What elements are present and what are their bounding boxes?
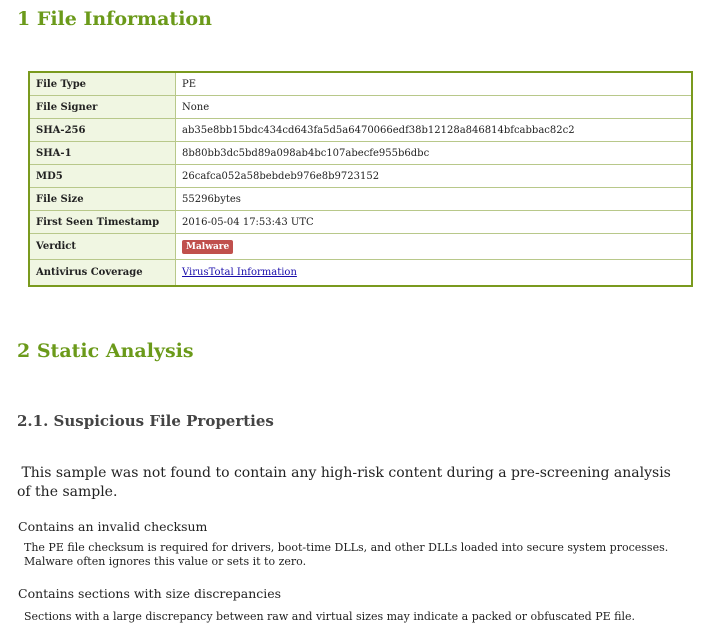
table-row bbox=[29, 234, 692, 260]
timestamp-value: 2016-05-04 17:53:43 UTC bbox=[176, 211, 693, 234]
table-row bbox=[29, 165, 692, 188]
row-key: File Type bbox=[29, 72, 176, 96]
verdict-cell bbox=[176, 234, 693, 260]
table-row bbox=[29, 211, 692, 234]
table-row bbox=[29, 72, 692, 96]
row-value: None bbox=[176, 96, 693, 119]
sha1-value: 8b80bb3dc5bd89a098ab4bc107abecfe955b6dbc bbox=[176, 142, 693, 165]
section-title-static-analysis: 2 Static Analysis bbox=[17, 340, 194, 362]
row-key: SHA-1 bbox=[29, 142, 176, 165]
property-description: The PE file checksum is required for drivers, boot-time DLLs, and other DLLs loaded into secure system processes. Malware often ignores this value or sets it to zero. bbox=[24, 541, 669, 568]
row-key: File Size bbox=[29, 188, 176, 211]
row-key: Antivirus Coverage bbox=[29, 260, 176, 287]
md5-value: 26cafca052a58bebdeb976e8b9723152 bbox=[176, 165, 693, 188]
row-key: MD5 bbox=[29, 165, 176, 188]
intro-text: This sample was not found to contain any high-risk content during a pre-screening analysis of the sample. bbox=[17, 465, 671, 500]
table-row bbox=[29, 188, 692, 211]
property-title: Contains sections with size discrepancies bbox=[18, 586, 282, 601]
subsection-title: 2.1. Suspicious File Properties bbox=[17, 412, 274, 430]
row-key: File Signer bbox=[29, 96, 176, 119]
verdict-badge: Malware bbox=[182, 240, 233, 254]
property-title: Contains an invalid checksum bbox=[18, 519, 208, 534]
file-size-value: 55296bytes bbox=[176, 188, 693, 211]
row-key: SHA-256 bbox=[29, 119, 176, 142]
file-information-table bbox=[28, 71, 693, 287]
table-row bbox=[29, 96, 692, 119]
row-value: PE bbox=[176, 72, 693, 96]
row-key: Verdict bbox=[29, 234, 176, 260]
property-description: Sections with a large discrepancy between raw and virtual sizes may indicate a packed or obfuscated PE file. bbox=[24, 610, 635, 623]
row-key: First Seen Timestamp bbox=[29, 211, 176, 234]
sha256-value: ab35e8bb15bdc434cd643fa5d5a6470066edf38b12128a846814bfcabbac82c2 bbox=[176, 119, 693, 142]
table-row bbox=[29, 142, 692, 165]
table-row bbox=[29, 260, 692, 287]
antivirus-cell bbox=[176, 260, 693, 287]
intro-paragraph bbox=[17, 464, 687, 502]
section-title-file-information: 1 File Information bbox=[17, 8, 212, 30]
virustotal-link[interactable]: VirusTotal Information bbox=[182, 267, 297, 278]
table-row bbox=[29, 119, 692, 142]
